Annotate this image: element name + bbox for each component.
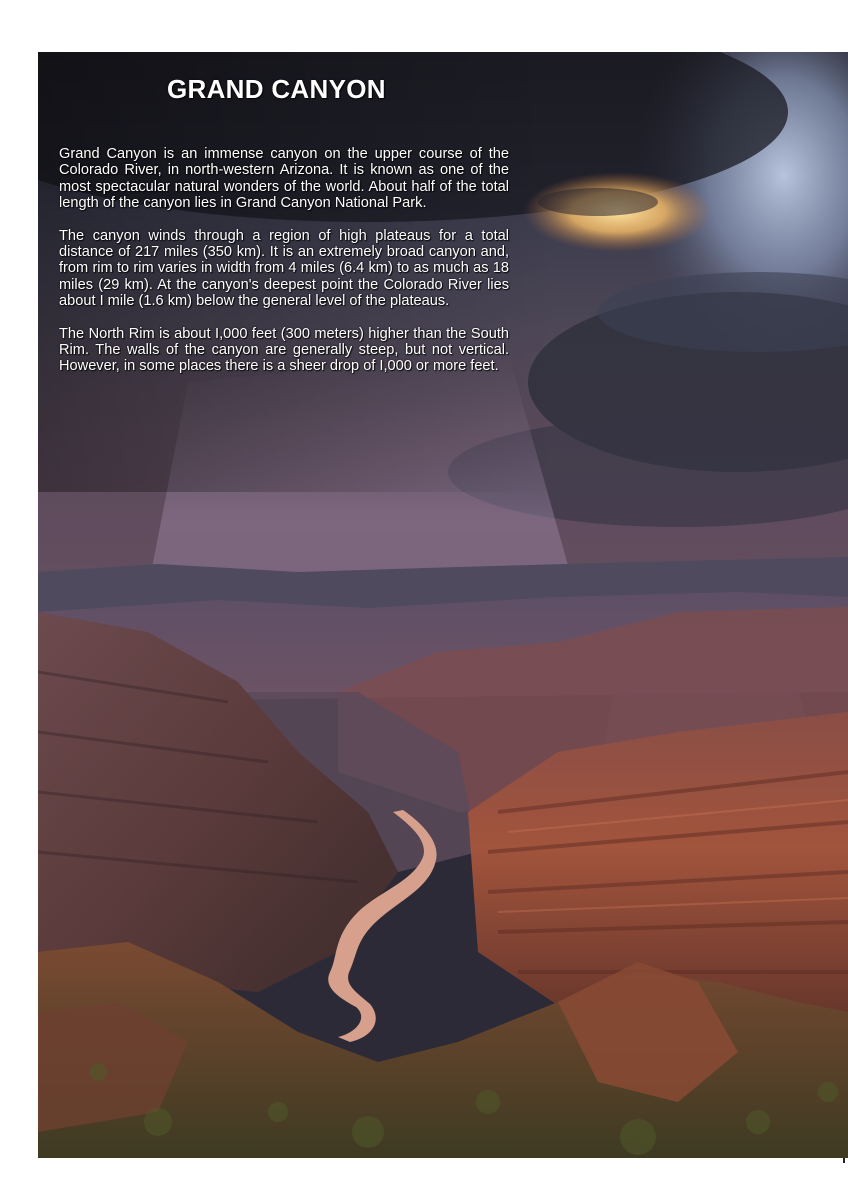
page-title: GRAND CANYON [167, 74, 386, 104]
paragraph-dimensions: The canyon winds through a region of high plateaus for a total distance of 217 miles (350 km). It is an extremely broad canyon and, from rim to rim varies in width from 4 miles (6.4 km) to as much as 18 miles (29 km). At the canyon's deepest point the Colorado River lies about I mile (1.6 km) below the general level of the plateaus. [59, 227, 509, 310]
paragraph-intro: Grand Canyon is an immense canyon on the upper course of the Colorado River, in north-western Arizona. It is known as one of the most spectacular natural wonders of the world. About half of the total length of the canyon lies in Grand Canyon National Park. [59, 146, 509, 212]
paragraph-rims: The North Rim is about I,000 feet (300 meters) higher than the South Rim. The walls of the canyon are generally steep, but not vertical. However, in some places there is a sheer drop of I,000 or more feet. [59, 325, 509, 375]
article [59, 74, 509, 391]
canyon-photo [38, 52, 848, 1158]
page-edge-mark [843, 1158, 845, 1163]
